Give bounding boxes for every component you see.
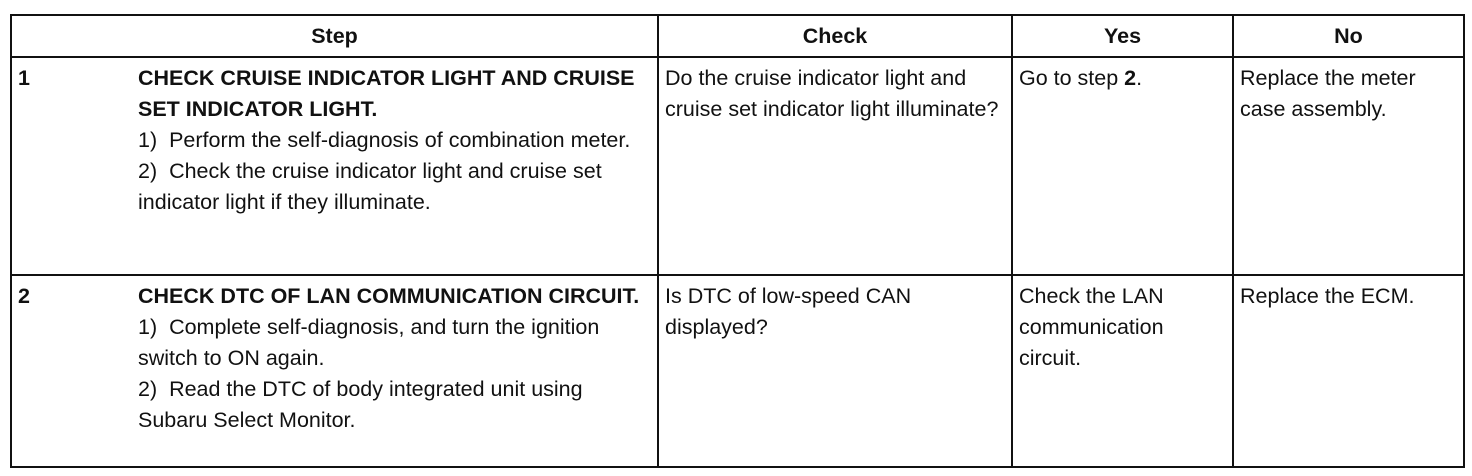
yes-suffix: . [1136,66,1143,90]
step-cell [11,275,658,467]
yes-cell [1012,275,1233,467]
step-title: CHECK DTC OF LAN COMMUNICATION CIRCUIT. [138,284,640,308]
no-text: Replace the meter case assembly. [1240,66,1416,121]
yes-cell [1012,57,1233,275]
substep: 2) Read the DTC of body integrated unit using Subaru Select Monitor. [138,377,583,432]
yes-text [1013,58,1232,98]
header-step: Step [11,15,658,57]
step-title: CHECK CRUISE INDICATOR LIGHT AND CRUISE SET INDICATOR LIGHT. [138,66,635,121]
no-text: Replace the ECM. [1240,284,1415,308]
substep: 1) Perform the self-diagnosis of combination meter. [138,128,631,152]
check-text: Is DTC of low-speed CAN displayed? [665,284,912,339]
header-check: Check [658,15,1012,57]
diagnostic-table [10,14,1465,468]
yes-prefix: Go to step [1019,66,1125,90]
no-cell [1233,275,1464,467]
check-text: Do the cruise indicator light and cruise set indicator light illuminate? [665,66,999,121]
step-number: 1 [18,66,30,90]
substep: 2) Check the cruise indicator light and cruise set indicator light if they illuminate. [138,159,602,214]
check-cell [658,275,1012,467]
substep: 1) Complete self-diagnosis, and turn the ignition switch to ON again. [138,315,600,370]
yes-step-ref: 2 [1124,66,1137,90]
header-row [11,15,1464,57]
table-row [11,57,1464,275]
yes-text: Check the LAN communication circuit. [1019,284,1164,370]
table-row [11,275,1464,467]
header-yes: Yes [1012,15,1233,57]
header-no: No [1233,15,1464,57]
no-cell [1233,57,1464,275]
step-cell [11,57,658,275]
check-cell [658,57,1012,275]
step-number: 2 [18,284,30,308]
